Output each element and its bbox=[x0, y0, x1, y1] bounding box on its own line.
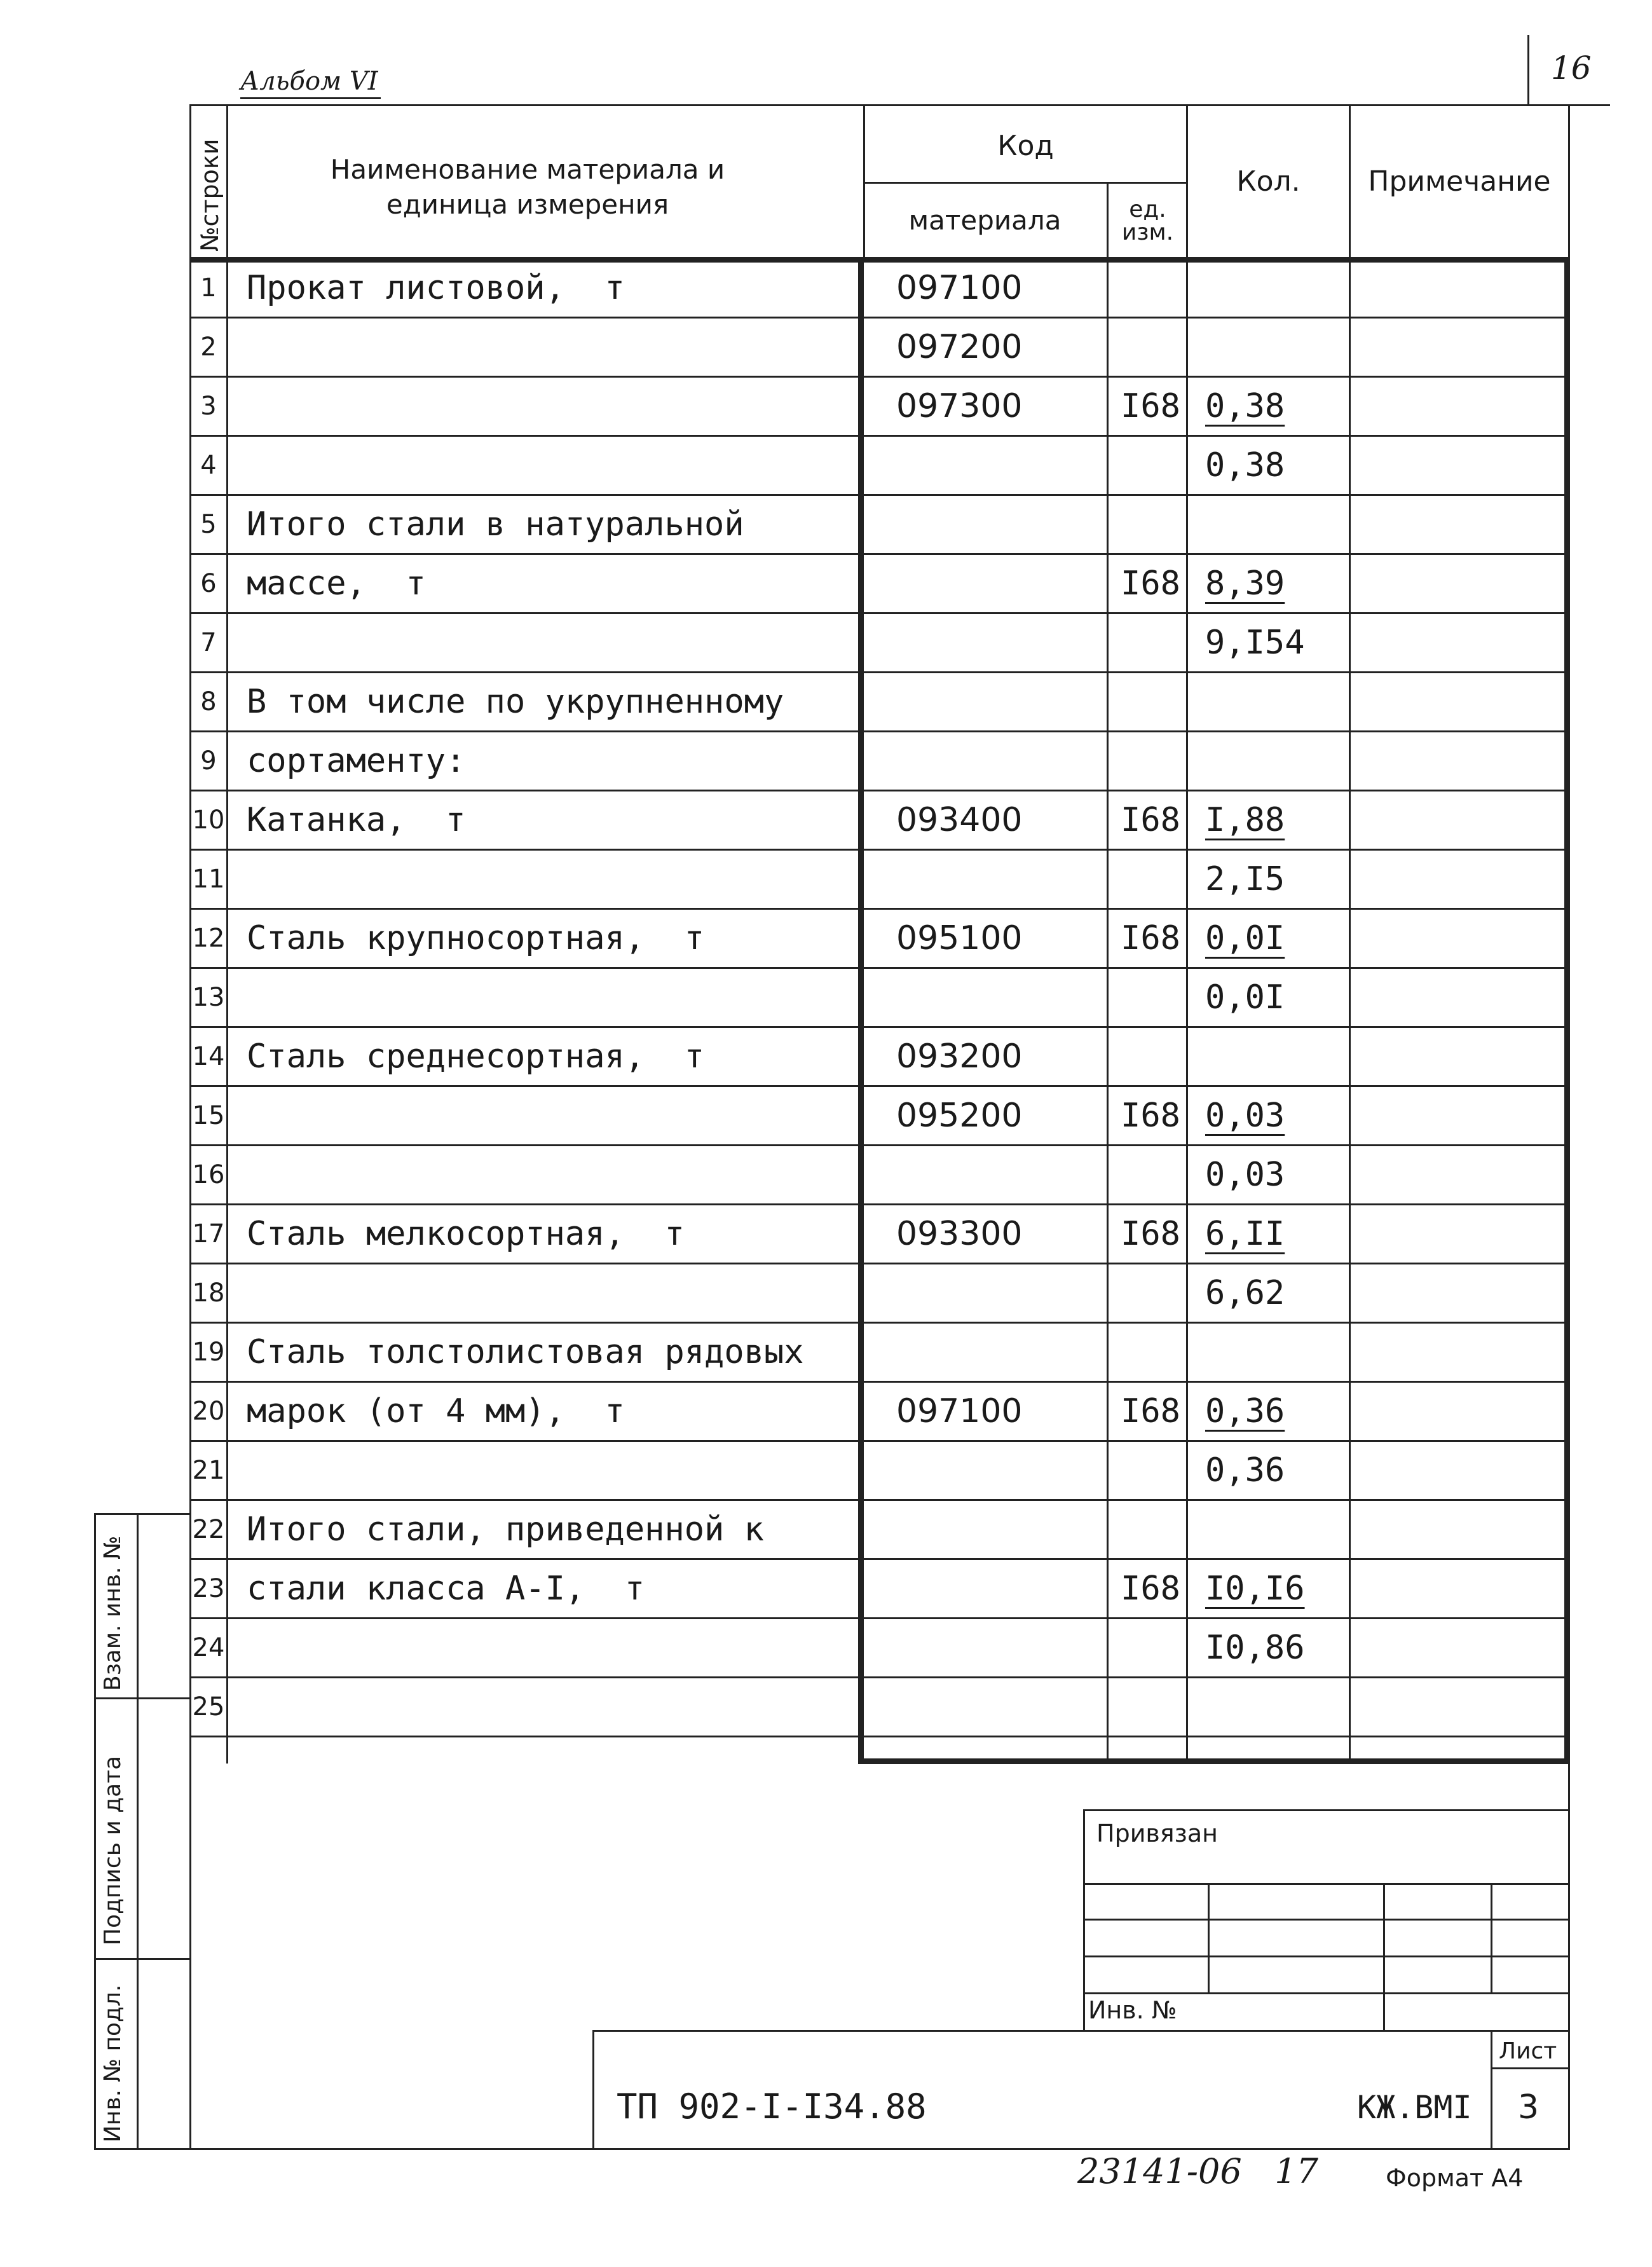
quantity bbox=[1205, 1087, 1377, 1144]
note bbox=[1353, 555, 1556, 612]
header-code-material: материала bbox=[908, 205, 1062, 236]
material-code bbox=[896, 1560, 1100, 1617]
row-number: 12 bbox=[192, 924, 225, 953]
side-div-1 bbox=[94, 1697, 191, 1699]
material-code bbox=[896, 1264, 1100, 1322]
material-name: В том числе по укрупненному bbox=[247, 683, 784, 721]
row-number: 5 bbox=[200, 510, 217, 539]
table-row bbox=[191, 555, 1570, 614]
note bbox=[1353, 1028, 1556, 1085]
footer-format: Формат А4 bbox=[1386, 2164, 1524, 2192]
unit-code: I68 bbox=[1121, 1097, 1180, 1135]
material-name: Катанка, т bbox=[247, 801, 466, 839]
row-number: 11 bbox=[192, 865, 225, 894]
material-code bbox=[896, 555, 1100, 612]
material-name: стали класса А-I, т bbox=[247, 1570, 645, 1608]
quantity bbox=[1205, 1146, 1377, 1203]
quantity bbox=[1205, 437, 1377, 494]
quantity bbox=[1205, 318, 1377, 376]
material-code: 095100 bbox=[896, 919, 1023, 957]
unit-code bbox=[1112, 496, 1189, 553]
material-code: 093200 bbox=[896, 1038, 1023, 1076]
row-number: 6 bbox=[200, 569, 217, 598]
table-row bbox=[191, 791, 1570, 851]
table-row bbox=[191, 1560, 1570, 1619]
material-name: марок (от 4 мм), т bbox=[247, 1392, 625, 1430]
note bbox=[1353, 910, 1556, 967]
quantity-value: 0,36 bbox=[1205, 1392, 1285, 1430]
stamp-list-value: 3 bbox=[1518, 2088, 1539, 2127]
body-bottom-thick bbox=[858, 1758, 1570, 1764]
table-row bbox=[191, 851, 1570, 910]
material-code bbox=[896, 437, 1100, 494]
header-code-split bbox=[863, 182, 1188, 184]
unit-code: I68 bbox=[1121, 1392, 1180, 1430]
unit-code bbox=[1112, 732, 1189, 790]
table-row bbox=[191, 318, 1570, 378]
unit-code bbox=[1112, 318, 1189, 376]
material-code bbox=[896, 1501, 1100, 1558]
row-number: 10 bbox=[192, 805, 225, 835]
row-number: 17 bbox=[192, 1219, 225, 1249]
album-label: Альбом VI bbox=[240, 67, 381, 99]
unit-code bbox=[1112, 1501, 1189, 1558]
note bbox=[1353, 1146, 1556, 1203]
unit-code: I68 bbox=[1121, 801, 1180, 839]
quantity-value: 2,I5 bbox=[1205, 860, 1285, 898]
stamp-doc-code: ТП 902-I-I34.88 bbox=[617, 2086, 927, 2127]
row-number: 2 bbox=[200, 332, 217, 362]
quantity-value: 8,39 bbox=[1205, 565, 1285, 603]
row-number: 24 bbox=[192, 1633, 225, 1662]
table-row bbox=[191, 437, 1570, 496]
material-code bbox=[896, 732, 1100, 790]
material-code bbox=[896, 614, 1100, 671]
note bbox=[1353, 259, 1556, 317]
table-row bbox=[191, 614, 1570, 673]
material-code bbox=[896, 496, 1100, 553]
side-label-podpis: Подпись и дата bbox=[100, 1755, 126, 1945]
unit-code bbox=[1112, 1678, 1189, 1736]
page-number: 16 bbox=[1551, 50, 1592, 86]
quantity-value: 0,03 bbox=[1205, 1097, 1285, 1135]
stamp-list-split bbox=[1491, 2067, 1570, 2069]
material-code: 093400 bbox=[896, 801, 1023, 839]
side-label-vzam: Взам. инв. № bbox=[100, 1535, 126, 1691]
table-row bbox=[191, 1501, 1570, 1560]
row-number: 21 bbox=[192, 1456, 225, 1485]
table-row bbox=[191, 1442, 1570, 1501]
stamp-grid-v2 bbox=[1383, 1883, 1385, 2032]
material-code bbox=[896, 1442, 1100, 1499]
quantity bbox=[1205, 378, 1377, 435]
note bbox=[1353, 1678, 1556, 1736]
note bbox=[1353, 1264, 1556, 1322]
row-number: 16 bbox=[192, 1160, 225, 1189]
header-qty: Кол. bbox=[1236, 165, 1300, 198]
quantity-value: 6,II bbox=[1205, 1215, 1285, 1253]
quantity-value: 0,0I bbox=[1205, 919, 1285, 957]
row-number: 22 bbox=[192, 1515, 225, 1544]
quantity-value: I0,I6 bbox=[1205, 1570, 1305, 1608]
stamp-grid-v1 bbox=[1208, 1883, 1210, 1992]
quantity bbox=[1205, 1028, 1377, 1085]
note bbox=[1353, 318, 1556, 376]
quantity-value: 0,36 bbox=[1205, 1451, 1285, 1490]
note bbox=[1353, 1619, 1556, 1676]
material-code: 097200 bbox=[896, 328, 1023, 366]
quantity bbox=[1205, 1560, 1377, 1617]
material-code: 095200 bbox=[896, 1097, 1023, 1135]
stamp-inv-no-label: Инв. № bbox=[1088, 1996, 1177, 2024]
table-row bbox=[191, 732, 1570, 791]
row-number: 3 bbox=[200, 392, 217, 421]
unit-code bbox=[1112, 1264, 1189, 1322]
note bbox=[1353, 1442, 1556, 1499]
row-number: 1 bbox=[200, 273, 217, 303]
material-name: Итого стали, приведенной к bbox=[247, 1510, 764, 1549]
note bbox=[1353, 851, 1556, 908]
note bbox=[1353, 1383, 1556, 1440]
material-code: 097300 bbox=[896, 387, 1023, 425]
table-row bbox=[191, 1383, 1570, 1442]
unit-code bbox=[1112, 1028, 1189, 1085]
table-row bbox=[191, 1678, 1570, 1737]
quantity-value: 0,0I bbox=[1205, 978, 1285, 1017]
row-number: 8 bbox=[200, 687, 217, 716]
header-div-unit bbox=[1107, 182, 1109, 259]
material-code: 097100 bbox=[896, 1392, 1023, 1430]
quantity bbox=[1205, 1678, 1377, 1736]
quantity bbox=[1205, 910, 1377, 967]
quantity bbox=[1205, 1264, 1377, 1322]
unit-code bbox=[1112, 969, 1189, 1026]
table-row bbox=[191, 1264, 1570, 1324]
table-row bbox=[191, 1324, 1570, 1383]
page-number-divider bbox=[1527, 35, 1529, 106]
table-row bbox=[191, 969, 1570, 1028]
stamp-privyazan-left bbox=[1083, 1809, 1085, 2032]
quantity bbox=[1205, 555, 1377, 612]
material-code bbox=[896, 1146, 1100, 1203]
material-code bbox=[896, 1619, 1100, 1676]
unit-code bbox=[1112, 259, 1189, 317]
stamp-grid-h1 bbox=[1083, 1883, 1570, 1885]
quantity bbox=[1205, 732, 1377, 790]
side-div-2 bbox=[94, 1958, 191, 1960]
header-div-num bbox=[226, 104, 228, 259]
unit-code bbox=[1112, 1619, 1189, 1676]
unit-code: I68 bbox=[1121, 919, 1180, 957]
row-number: 20 bbox=[192, 1397, 225, 1426]
material-code bbox=[896, 1678, 1100, 1736]
quantity bbox=[1205, 1205, 1377, 1263]
quantity bbox=[1205, 1619, 1377, 1676]
table-row bbox=[191, 1146, 1570, 1205]
unit-code: I68 bbox=[1121, 1570, 1180, 1608]
material-code: 093300 bbox=[896, 1215, 1023, 1253]
row-number: 13 bbox=[192, 983, 225, 1012]
note bbox=[1353, 732, 1556, 790]
quantity bbox=[1205, 1383, 1377, 1440]
material-code bbox=[896, 673, 1100, 730]
unit-code: I68 bbox=[1121, 1215, 1180, 1253]
quantity bbox=[1205, 673, 1377, 730]
unit-code bbox=[1112, 614, 1189, 671]
frame-bottom bbox=[94, 2148, 1570, 2150]
quantity-value: 0,38 bbox=[1205, 387, 1285, 425]
material-name: Сталь мелкосортная, т bbox=[247, 1215, 685, 1253]
quantity-value: 0,03 bbox=[1205, 1156, 1285, 1194]
quantity-value: I0,86 bbox=[1205, 1629, 1305, 1667]
material-name: Прокат листовой, т bbox=[247, 269, 625, 307]
quantity bbox=[1205, 791, 1377, 849]
stamp-list-label: Лист bbox=[1499, 2038, 1557, 2064]
row-number: 25 bbox=[192, 1692, 225, 1722]
unit-code bbox=[1112, 1442, 1189, 1499]
table-row bbox=[191, 496, 1570, 555]
stamp-grid-h2 bbox=[1083, 1919, 1570, 1921]
stamp-grid-h4 bbox=[1083, 1992, 1570, 1994]
note bbox=[1353, 378, 1556, 435]
unit-code bbox=[1112, 851, 1189, 908]
note bbox=[1353, 791, 1556, 849]
quantity bbox=[1205, 1442, 1377, 1499]
header-row-number: №строки bbox=[196, 139, 224, 252]
material-name: Сталь крупносортная, т bbox=[247, 919, 705, 957]
unit-code: I68 bbox=[1121, 565, 1180, 603]
table-row bbox=[191, 910, 1570, 969]
quantity-value: 9,I54 bbox=[1205, 624, 1305, 662]
side-top bbox=[94, 1513, 191, 1515]
stamp-privyazan-label: Привязан bbox=[1096, 1819, 1218, 1847]
row-number: 14 bbox=[192, 1042, 225, 1071]
table-row bbox=[191, 1205, 1570, 1264]
quantity bbox=[1205, 1324, 1377, 1381]
note bbox=[1353, 1087, 1556, 1144]
unit-code bbox=[1112, 437, 1189, 494]
quantity-value: 0,38 bbox=[1205, 446, 1285, 484]
table-row bbox=[191, 259, 1570, 318]
material-name: сортаменту: bbox=[247, 742, 466, 780]
quantity-value: 6,62 bbox=[1205, 1274, 1285, 1312]
unit-code bbox=[1112, 673, 1189, 730]
table-row bbox=[191, 1087, 1570, 1146]
side-outer-line bbox=[94, 1513, 96, 2150]
row-number: 9 bbox=[200, 746, 217, 776]
stamp-main-left bbox=[592, 2030, 594, 2150]
side-label-inv-podl: Инв. № подл. bbox=[100, 1984, 126, 2142]
note bbox=[1353, 614, 1556, 671]
header-code-unit: ед. изм. bbox=[1121, 196, 1174, 245]
stamp-doc-mark: КЖ.ВМI bbox=[1357, 2089, 1472, 2126]
material-code bbox=[896, 1324, 1100, 1381]
quantity-value: I,88 bbox=[1205, 801, 1285, 839]
header-note: Примечание bbox=[1368, 165, 1551, 198]
row-number: 15 bbox=[192, 1101, 225, 1130]
header-code: Код bbox=[997, 130, 1054, 163]
table-row bbox=[191, 1619, 1570, 1678]
note bbox=[1353, 673, 1556, 730]
material-name: Сталь среднесортная, т bbox=[247, 1038, 705, 1076]
quantity bbox=[1205, 851, 1377, 908]
footer-handwritten-number: 23141-06 17 bbox=[1077, 2151, 1318, 2191]
row-number: 19 bbox=[192, 1338, 225, 1367]
material-code bbox=[896, 851, 1100, 908]
quantity bbox=[1205, 259, 1377, 317]
note bbox=[1353, 969, 1556, 1026]
material-code bbox=[896, 969, 1100, 1026]
table-row bbox=[191, 1028, 1570, 1087]
side-inner-line bbox=[137, 1513, 139, 2150]
unit-code bbox=[1112, 1324, 1189, 1381]
stamp-privyazan-top bbox=[1083, 1809, 1570, 1811]
quantity bbox=[1205, 614, 1377, 671]
material-code: 097100 bbox=[896, 269, 1023, 307]
note bbox=[1353, 1560, 1556, 1617]
unit-code bbox=[1112, 1146, 1189, 1203]
material-name: Итого стали в натуральной bbox=[247, 505, 744, 544]
quantity bbox=[1205, 496, 1377, 553]
row-number: 4 bbox=[200, 451, 217, 480]
material-name: Сталь толстолистовая рядовых bbox=[247, 1333, 804, 1371]
row-number: 23 bbox=[192, 1574, 225, 1603]
row-number: 7 bbox=[200, 628, 217, 657]
stamp-main-top bbox=[592, 2030, 1570, 2032]
header-name: Наименование материала и единица измерения bbox=[330, 154, 725, 220]
quantity bbox=[1205, 969, 1377, 1026]
note bbox=[1353, 1205, 1556, 1263]
note bbox=[1353, 1324, 1556, 1381]
unit-code: I68 bbox=[1121, 387, 1180, 425]
note bbox=[1353, 496, 1556, 553]
row-number: 18 bbox=[192, 1278, 225, 1308]
note bbox=[1353, 1501, 1556, 1558]
stamp-grid-h3 bbox=[1083, 1955, 1570, 1957]
table-row bbox=[191, 673, 1570, 732]
table-row bbox=[191, 378, 1570, 437]
quantity bbox=[1205, 1501, 1377, 1558]
material-name: массе, т bbox=[247, 565, 426, 603]
stamp-grid-v3 bbox=[1491, 1883, 1492, 1992]
stamp-list-left bbox=[1491, 2030, 1492, 2150]
note bbox=[1353, 437, 1556, 494]
